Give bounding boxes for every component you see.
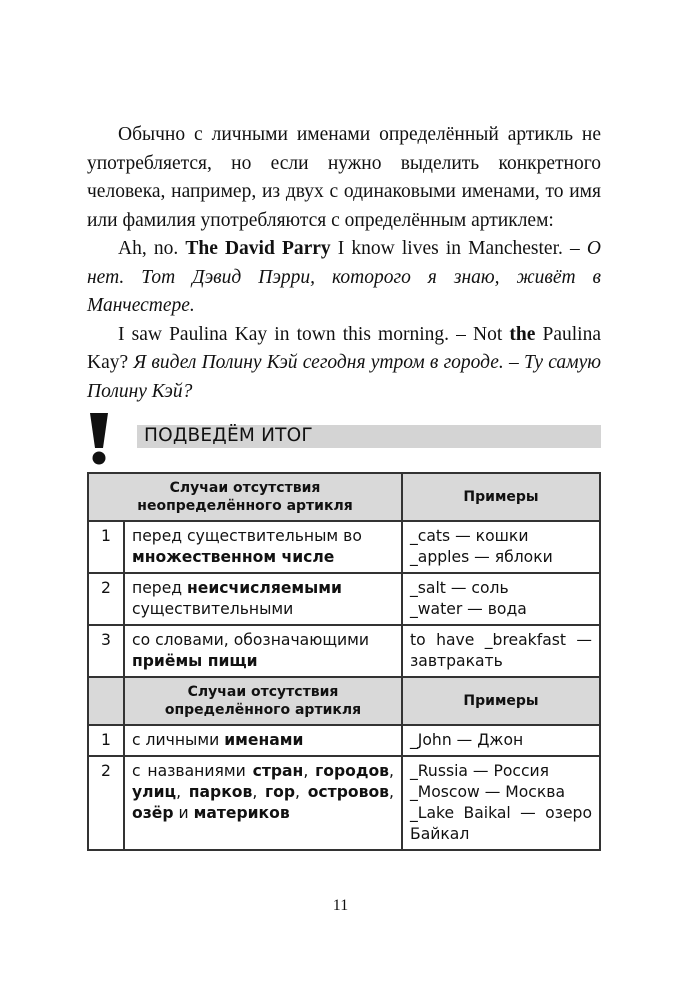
header-examples: Примеры	[402, 473, 600, 521]
table-row	[88, 625, 600, 677]
row-examples: _Russia — Россия _Moscow — Москва _Lake Baikal — озеро Байкал	[402, 756, 600, 850]
row-description: со словами, обозначающими приёмы пищи	[124, 625, 402, 677]
header-cases-indefinite: Случаи отсутствия неопределённого артикля	[88, 473, 402, 521]
summary-title: ПОДВЕДЁМ ИТОГ	[144, 425, 313, 446]
table-row	[88, 725, 600, 756]
header-examples: Примеры	[402, 677, 600, 725]
rules-table	[87, 472, 601, 851]
emphasis-the-david-parry: The David Parry	[185, 238, 331, 259]
paragraph-1: Обычно с личными именами определённый артикль не употребляется, но если нужно выделить конкретного человека, например, из двух с одинаковыми именами, то имя или фамилия употребляются с определённым артиклем:	[87, 124, 601, 231]
table-row	[88, 756, 600, 850]
row-description: с личными именами	[124, 725, 402, 756]
page-number: 11	[332, 897, 349, 914]
emphasis-the: the	[509, 323, 536, 345]
row-number: 2	[88, 756, 124, 850]
row-description: перед существительным во множественном числе	[124, 521, 402, 573]
paragraph-3: I saw Paulina Kay in town this morning. – Not the Paulina Kay? Я видел Полину Кэй сегодня утром в городе. – Ту самую Полину Кэй?	[87, 323, 601, 402]
summary-header	[87, 412, 601, 466]
header-cases-definite: Случаи отсутствия определённого артикля	[124, 677, 402, 725]
row-examples: _John — Джон	[402, 725, 600, 756]
row-description: с названиями стран, городов, улиц, парков, гор, островов, озёр и материков	[124, 756, 402, 850]
body-text	[87, 121, 601, 406]
row-number: 2	[88, 573, 124, 625]
table-header-row	[88, 677, 600, 725]
row-number: 1	[88, 521, 124, 573]
paragraph-2: Ah, no. The David Parry I know lives in Manchester. – О нет. Тот Дэвид Пэрри, которого я знаю, живёт в Манчестере.	[87, 238, 601, 316]
table-row	[88, 521, 600, 573]
row-number: 1	[88, 725, 124, 756]
translation-2: О нет. Тот Дэвид Пэрри, которого я знаю, живёт в Манчестере.	[87, 238, 601, 316]
table-row	[88, 573, 600, 625]
row-examples: _cats — кошки _apples — яблоки	[402, 521, 600, 573]
translation-3: Я видел Полину Кэй сегодня утром в городе. – Ту самую Полину Кэй?	[87, 352, 601, 402]
header-empty-cell	[88, 677, 124, 725]
row-description: перед неисчисляемыми существительными	[124, 573, 402, 625]
row-examples: _salt — соль _water — вода	[402, 573, 600, 625]
row-number: 3	[88, 625, 124, 677]
row-examples: to have _breakfast — завтракать	[402, 625, 600, 677]
table-header-row	[88, 473, 600, 521]
exclamation-icon	[87, 412, 111, 466]
